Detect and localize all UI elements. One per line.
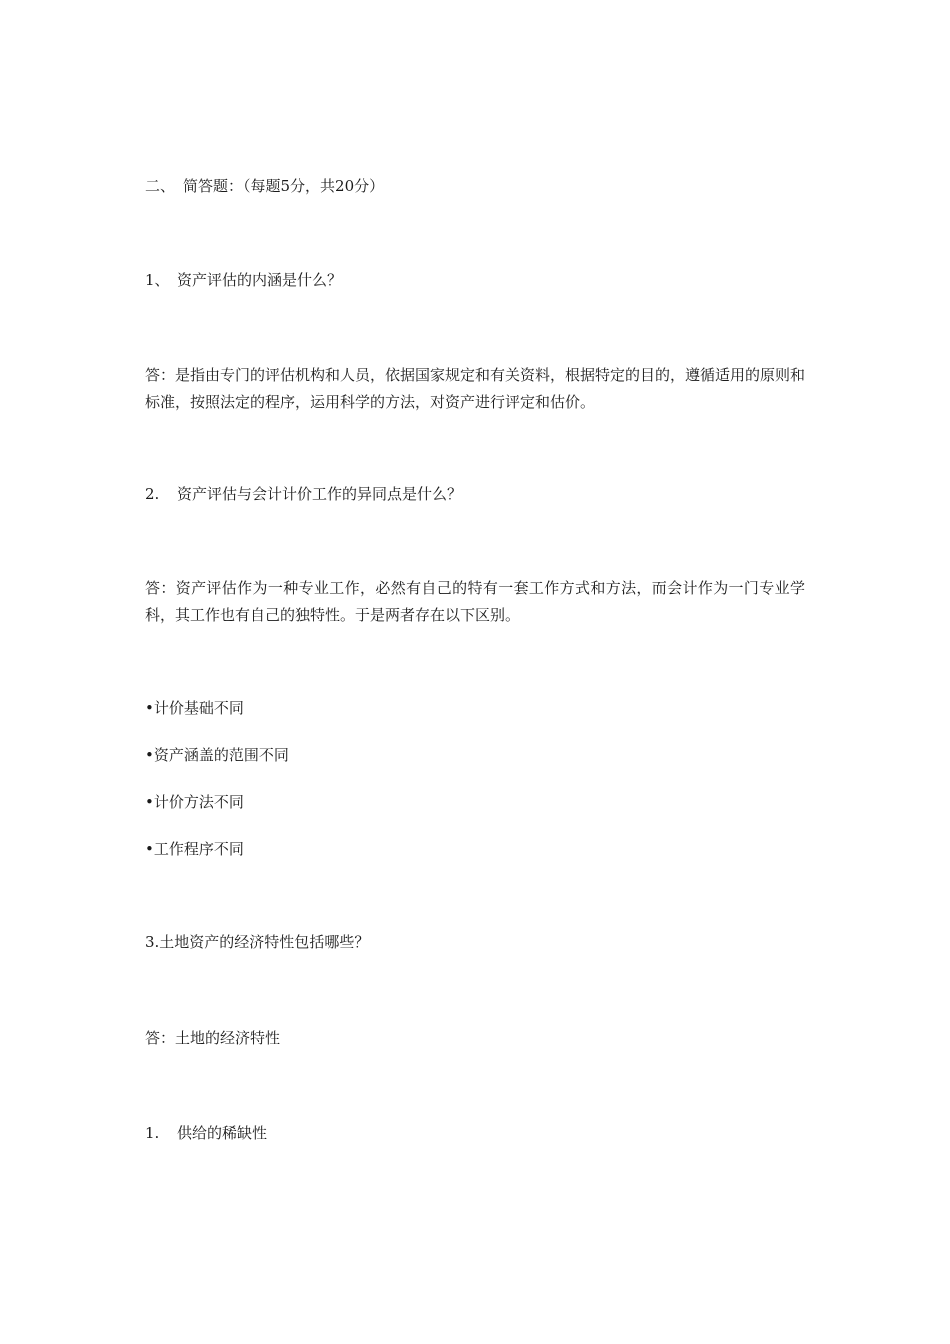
question-3: 3.土地资产的经济特性包括哪些？: [145, 933, 370, 951]
list-item: [145, 1122, 267, 1144]
bullet-item: •计价基础不同: [145, 699, 244, 717]
answer-1: 答：是指由专门的评估机构和人员，依据国家规定和有关资料，根据特定的目的，遵循适用的原则和标准，按照法定的程序，运用科学的方法，对资产进行评定和估价。: [145, 366, 806, 411]
answer-3: 答：土地的经济特性: [145, 1029, 281, 1047]
question-1: [145, 269, 342, 291]
answer-2: 答：资产评估作为一种专业工作，必然有自己的特有一套工作方式和方法，而会计作为一门专业学科，其工作也有自己的独特性。于是两者存在以下区别。: [145, 579, 805, 624]
section-number: 二、: [145, 177, 176, 195]
section-heading: [145, 175, 384, 197]
question-1-number: 1、: [145, 271, 170, 289]
question-2: [145, 483, 462, 505]
section-title: 简答题：（每题5分，共20分）: [183, 177, 385, 195]
question-1-text: 资产评估的内涵是什么？: [177, 271, 343, 289]
bullet-item: •工作程序不同: [145, 840, 244, 858]
list-item-text: 供给的稀缺性: [177, 1124, 268, 1142]
question-2-number: 2.: [145, 485, 160, 503]
question-2-text: 资产评估与会计计价工作的异同点是什么？: [177, 485, 463, 503]
list-item-number: 1.: [145, 1124, 160, 1142]
bullet-item: •资产涵盖的范围不同: [145, 746, 289, 764]
bullet-item: •计价方法不同: [145, 793, 244, 811]
